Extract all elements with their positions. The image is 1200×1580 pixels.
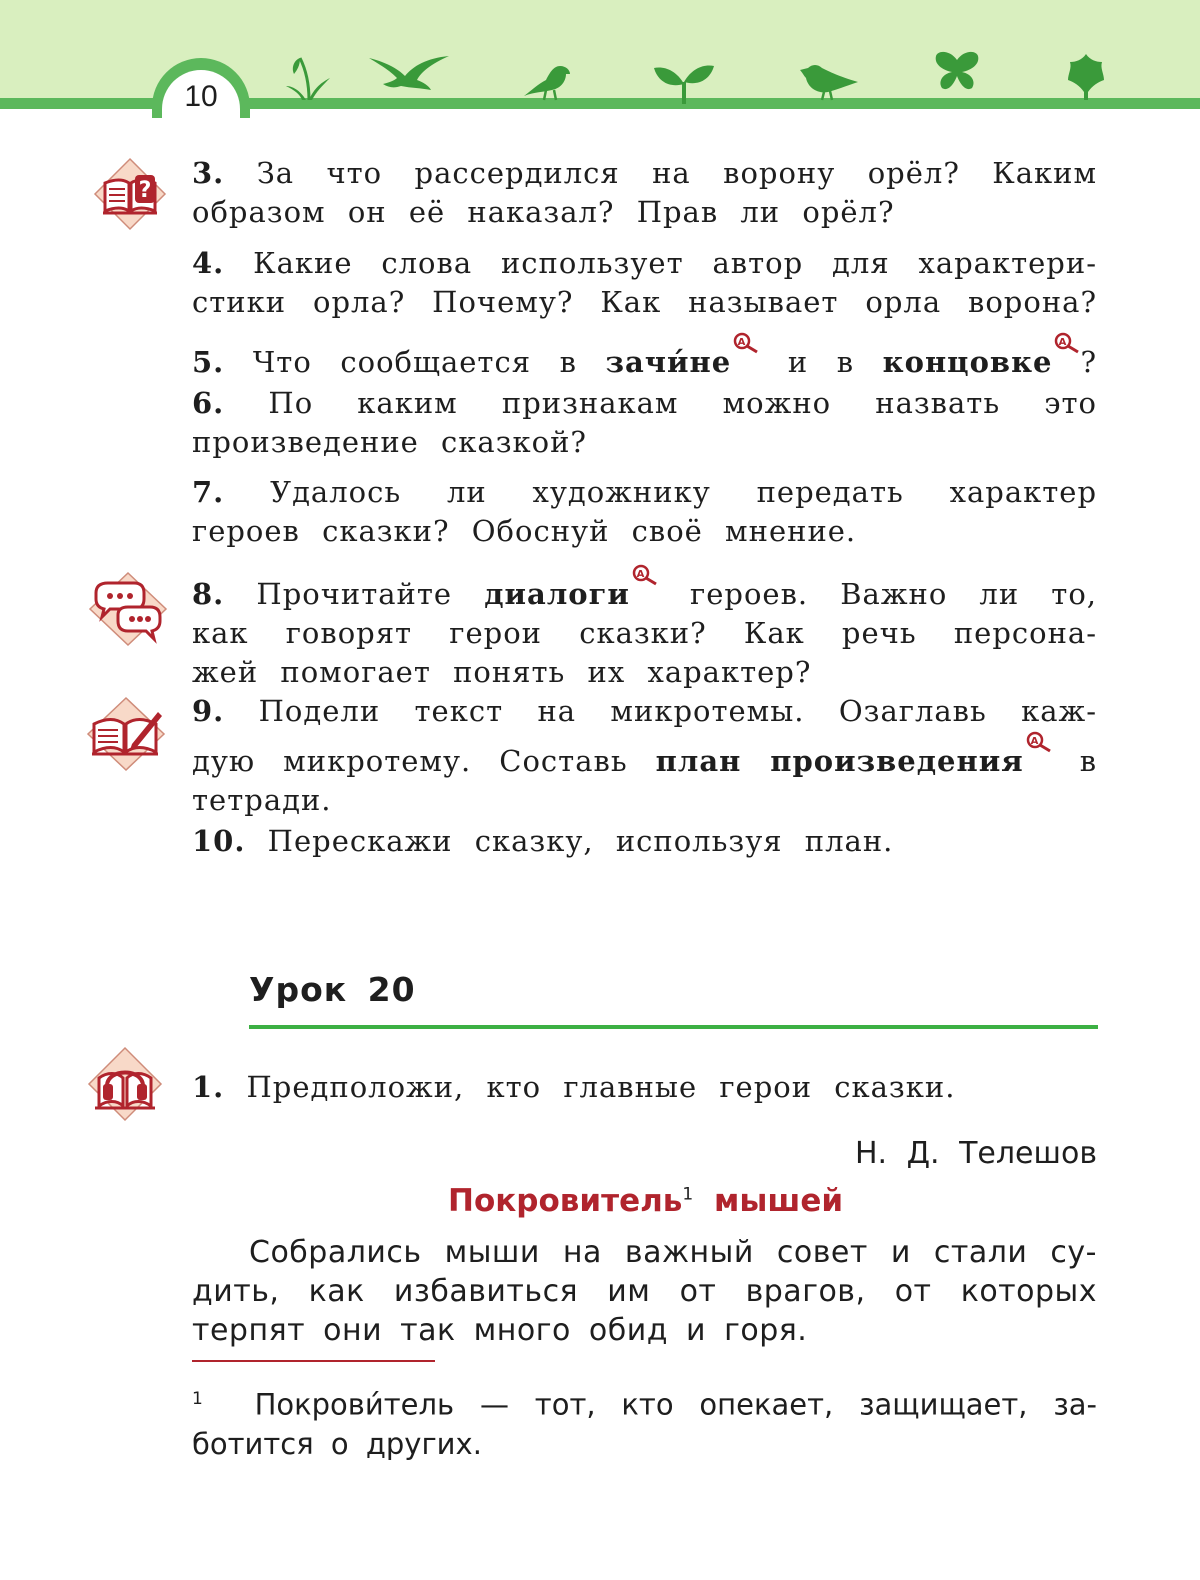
- lesson-divider: [249, 1025, 1098, 1029]
- svg-text:A: A: [737, 337, 747, 348]
- svg-text:A: A: [1059, 337, 1068, 348]
- question-6: 6. По каким признакам можно назвать это произведение сказкой?: [192, 386, 1097, 459]
- question-8: 8. Прочитайте диалоги A героев. Важно ли то, как говорят герои сказки? Как речь персона- жей помогает понять их характер?: [192, 564, 1097, 692]
- glossary-magnifier-icon[interactable]: [733, 332, 759, 354]
- lesson-title: Урок 20: [249, 970, 416, 1009]
- question-3: 3. За что рассердился на ворону орёл? Каким образом он её наказал? Прав ли орёл?: [192, 156, 1098, 229]
- sitting-bird-icon: [522, 62, 572, 102]
- svg-text:A: A: [1030, 736, 1040, 747]
- question-9: 9. Подели текст на микротемы. Озаглавь каж- дую микротему. Составь план произведения A в тетради.: [192, 694, 1098, 817]
- svg-text:?: ?: [138, 178, 152, 203]
- glossary-magnifier-icon[interactable]: [1026, 731, 1052, 753]
- term-zachin: зачи́не: [605, 345, 732, 379]
- term-dialogi: диалоги: [484, 577, 630, 611]
- book-pen-icon: [86, 696, 166, 772]
- headphones-book-icon: [87, 1046, 163, 1122]
- story-paragraph: Собрались мыши на важный совет и стали су- дить, как избавиться им от врагов, от которых терпят они так много обид и горя.: [192, 1235, 1097, 1348]
- footnote-ref[interactable]: 1: [682, 1184, 694, 1205]
- question-4: 4. Какие слова использует автор для характери- стики орла? Почему? Как называет орла ворона?: [192, 246, 1097, 319]
- flying-bird-icon: [367, 50, 451, 94]
- term-plan: план произведения: [655, 744, 1024, 778]
- book-question-icon: [93, 157, 167, 231]
- sparrow-icon: [798, 60, 860, 102]
- glossary-magnifier-icon[interactable]: [632, 564, 658, 586]
- glossary-magnifier-icon[interactable]: [1054, 332, 1080, 354]
- leaf-icon: [1066, 52, 1106, 100]
- story-title: Покровитель$^1$ мышей: [448, 1183, 844, 1219]
- dialogue-icon: [88, 571, 168, 647]
- sprout-icon: [652, 60, 716, 104]
- question-5: 5. Что сообщается в зачи́не A и в концовке A ?: [192, 332, 1097, 382]
- page-number: 10: [184, 80, 218, 113]
- lesson-question-1: 1. Предположи, кто главные герои сказки.: [192, 1070, 956, 1104]
- footnote: $^1$ Покрови́тель — тот, кто опекает, защищает, за- ботится о других.: [192, 1387, 1097, 1461]
- question-7: 7. Удалось ли художнику передать характер героев сказки? Обоснуй своё мнение.: [192, 475, 1098, 548]
- term-kontsovka: концовке: [882, 345, 1053, 379]
- snowdrop-icon: [282, 48, 336, 102]
- svg-text:A: A: [636, 569, 646, 580]
- question-10: 10. Перескажи сказку, используя план.: [192, 824, 894, 858]
- story-author: Н. Д. Телешов: [854, 1136, 1097, 1171]
- footnote-divider: [192, 1360, 435, 1362]
- butterfly-icon: [934, 48, 980, 94]
